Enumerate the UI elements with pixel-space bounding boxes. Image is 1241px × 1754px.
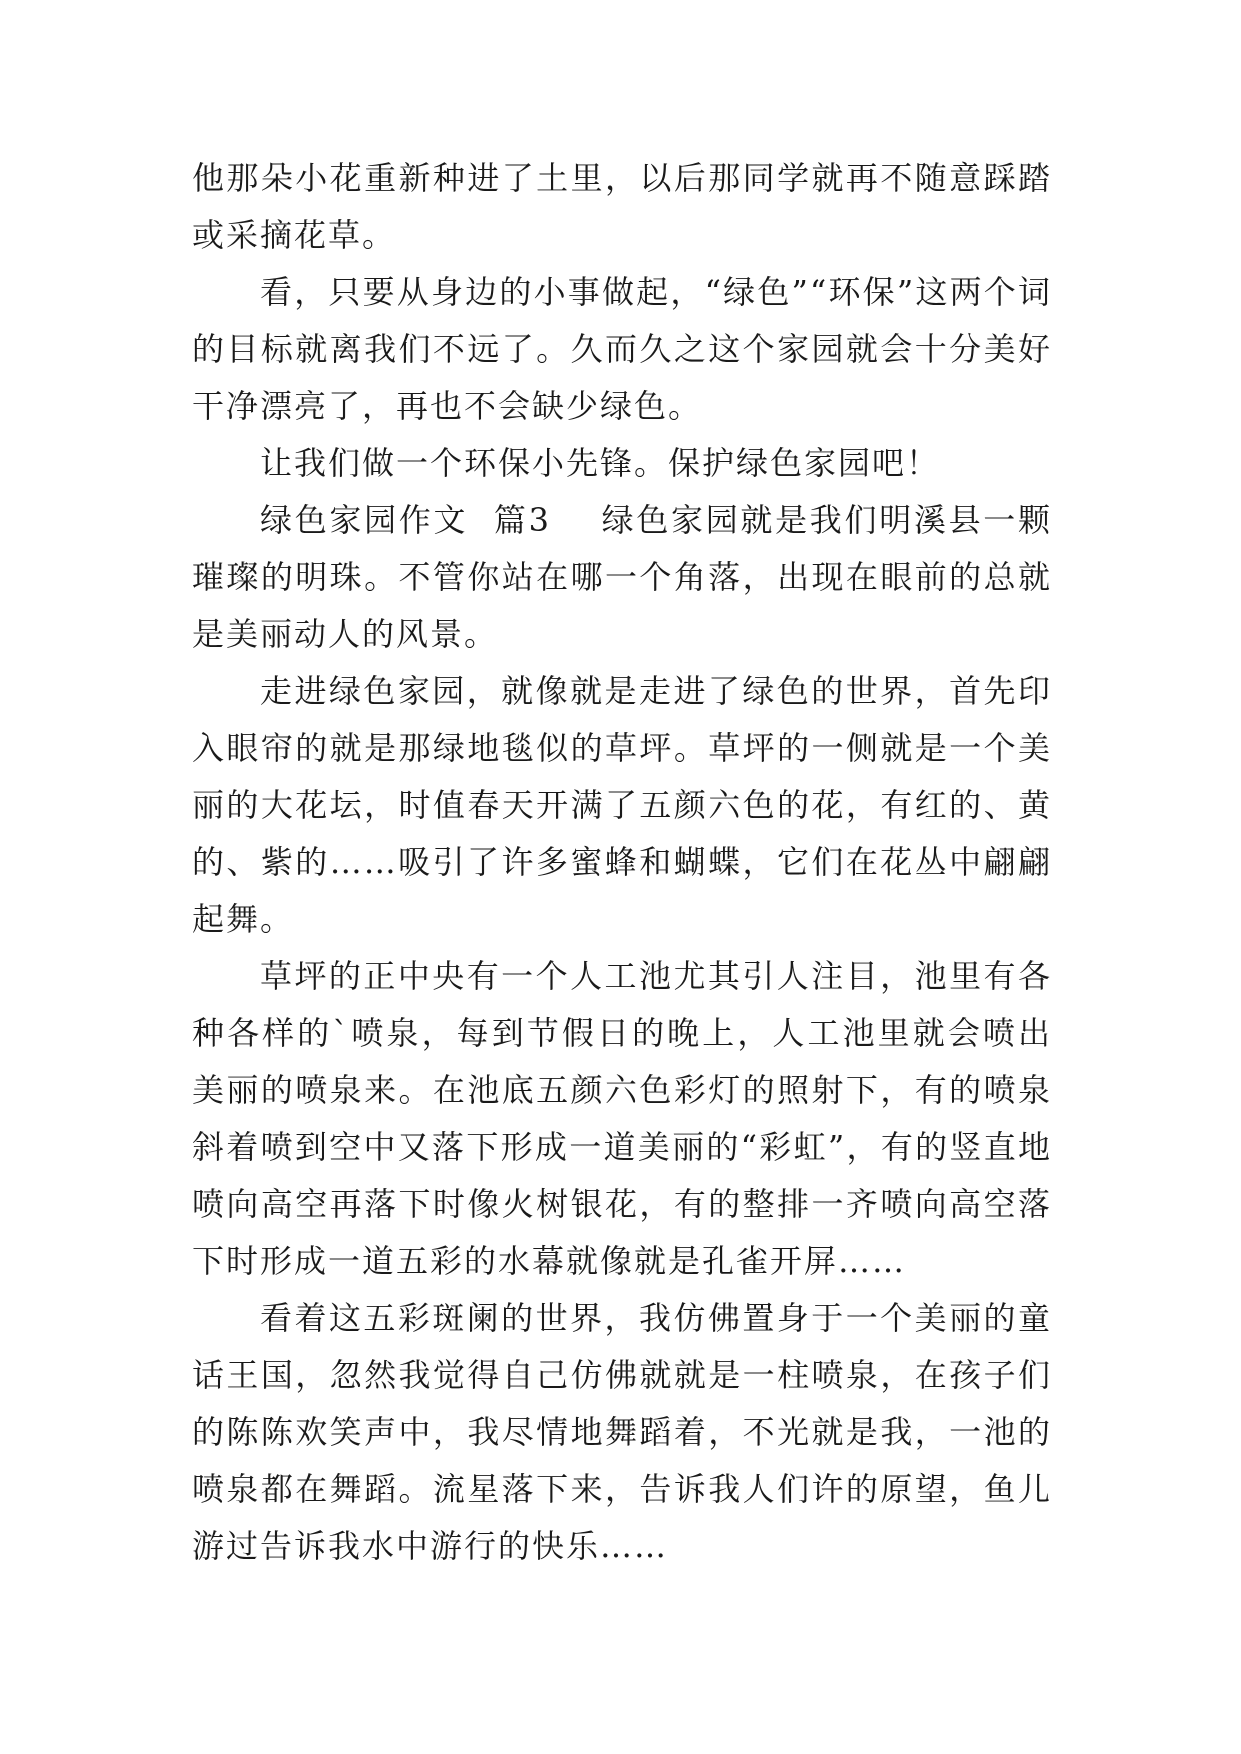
paragraph-text: 草坪的正中央有一个人工池尤其引人注目，池里有各种各样的`喷泉，每到节假日的晚上，人工池里就会喷出美丽的喷泉来。在池底五颜六色彩灯的照射下，有的喷泉斜着喷到空中又落下形成一道美丽的“彩虹”，有的竖直地喷向高空再落下时像火树银花，有的整排一齐喷向高空落下时形成一道五彩的水幕就像就是孔雀开屏…… <box>192 957 1052 1280</box>
paragraph-5 <box>192 663 1052 948</box>
paragraph-text: 看，只要从身边的小事做起，“绿色”“环保”这两个词的目标就离我们不远了。久而久之这个家园就会十分美好干净漂亮了，再也不会缺少绿色。 <box>192 273 1052 425</box>
paragraph-6 <box>192 948 1052 1290</box>
paragraph-text: 他那朵小花重新种进了土里，以后那同学就再不随意踩踏或采摘花草。 <box>192 159 1052 254</box>
document-body <box>192 150 1052 1575</box>
paragraph-2 <box>192 264 1052 435</box>
paragraph-3 <box>192 435 1052 492</box>
paragraph-4 <box>192 492 1052 663</box>
paragraph-text: 让我们做一个环保小先锋。保护绿色家园吧！ <box>260 444 941 482</box>
paragraph-text: 走进绿色家园，就像就是走进了绿色的世界，首先印入眼帘的就是那绿地毯似的草坪。草坪的一侧就是一个美丽的大花坛，时值春天开满了五颜六色的花，有红的、黄的、紫的……吸引了许多蜜蜂和蝴蝶，它们在花丛中翩翩起舞。 <box>192 672 1052 938</box>
section-heading: 绿色家园作文 篇3 <box>260 501 551 539</box>
paragraph-1 <box>192 150 1052 264</box>
paragraph-text: 绿色家园就是我们明溪县一颗璀璨的明珠。不管你站在哪一个角落，出现在眼前的总就是美丽动人的风景。 <box>192 501 1052 653</box>
paragraph-7 <box>192 1290 1052 1575</box>
paragraph-text: 看着这五彩斑阑的世界，我仿佛置身于一个美丽的童话王国，忽然我觉得自己仿佛就就是一柱喷泉，在孩子们的陈陈欢笑声中，我尽情地舞蹈着，不光就是我，一池的喷泉都在舞蹈。流星落下来，告诉我人们许的原望，鱼儿游过告诉我水中游行的快乐…… <box>192 1299 1052 1565</box>
